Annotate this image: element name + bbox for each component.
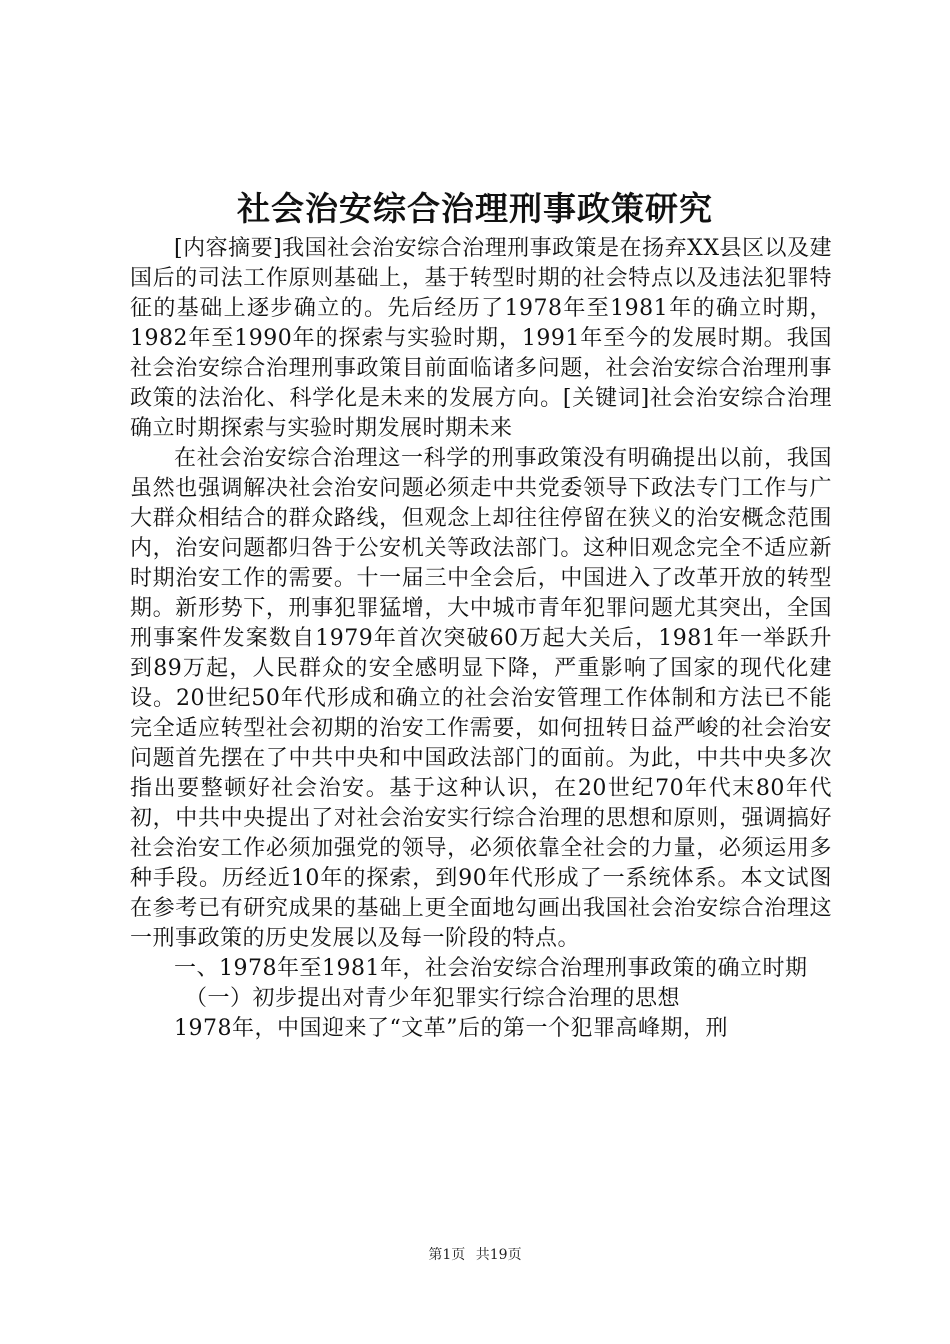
page-total: 共19页 (475, 1247, 522, 1263)
body-paragraph: 1978年，中国迎来了“文革”后的第一个犯罪高峰期，刑 (174, 1016, 728, 1041)
page-footer (0, 1245, 950, 1265)
intro-paragraph: 在社会治安综合治理这一科学的刑事政策没有明确提出以前，我国虽然也强调解决社会治安问题必须走中共党委领导下政法专门工作与广大群众相结合的群众路线，但观念上却往往停留在狭义的治安概念范围内，治安问题都归咎于公安机关等政法部门。这种旧观念完全不适应新时期治安工作的需要。十一届三中全会后，中国进入了改革开放的转型期。新形势下，刑事犯罪猛增，大中城市青年犯罪问题尤其突出，全国刑事案件发案数自1979年首次突破60万起大关后，1981年一举跃升到89万起，人民群众的安全感明显下降，严重影响了国家的现代化建设。20世纪50年代形成和确立的社会治安管理工作体制和方法已不能完全适应转型社会初期的治安工作需要，如何扭转日益严峻的社会治安问题首先摆在了中共中央和中国政法部门的面前。为此，中共中央多次指出要整顿好社会治安。基于这种认识，在20世纪70年代末80年代初，中共中央提出了对社会治安实行综合治理的思想和原则，强调搞好社会治安工作必须加强党的领导，必须依靠全社会的力量，必须运用多种手段。历经近10年的探索，到90年代形成了一系统体系。本文试图在参考已有研究成果的基础上更全面地勾画出我国社会治安综合治理这一刑事政策的历史发展以及每一阶段的特点。 (130, 446, 833, 951)
section-heading: 一、1978年至1981年，社会治安综合治理刑事政策的确立时期 (174, 956, 808, 981)
document-body (130, 234, 832, 1044)
abstract-paragraph: [内容摘要]我国社会治安综合治理刑事政策是在扬弃XX县区以及建国后的司法工作原则基础上，基于转型时期的社会特点以及违法犯罪特征的基础上逐步确立的。先后经历了1978年至1981年的确立时期，1982年至1990年的探索与实验时期，1991年至今的发展时期。我国社会治安综合治理刑事政策目前面临诸多问题，社会治安综合治理刑事政策的法治化、科学化是未来的发展方向。[关键词]社会治安综合治理确立时期探索与实验时期发展时期未来 (130, 236, 832, 441)
document-title: 社会治安综合治理刑事政策研究 (237, 189, 713, 228)
subsection-heading: （一）初步提出对青少年犯罪实行综合治理的思想 (185, 986, 681, 1011)
page-number: 第1页 (428, 1247, 466, 1263)
